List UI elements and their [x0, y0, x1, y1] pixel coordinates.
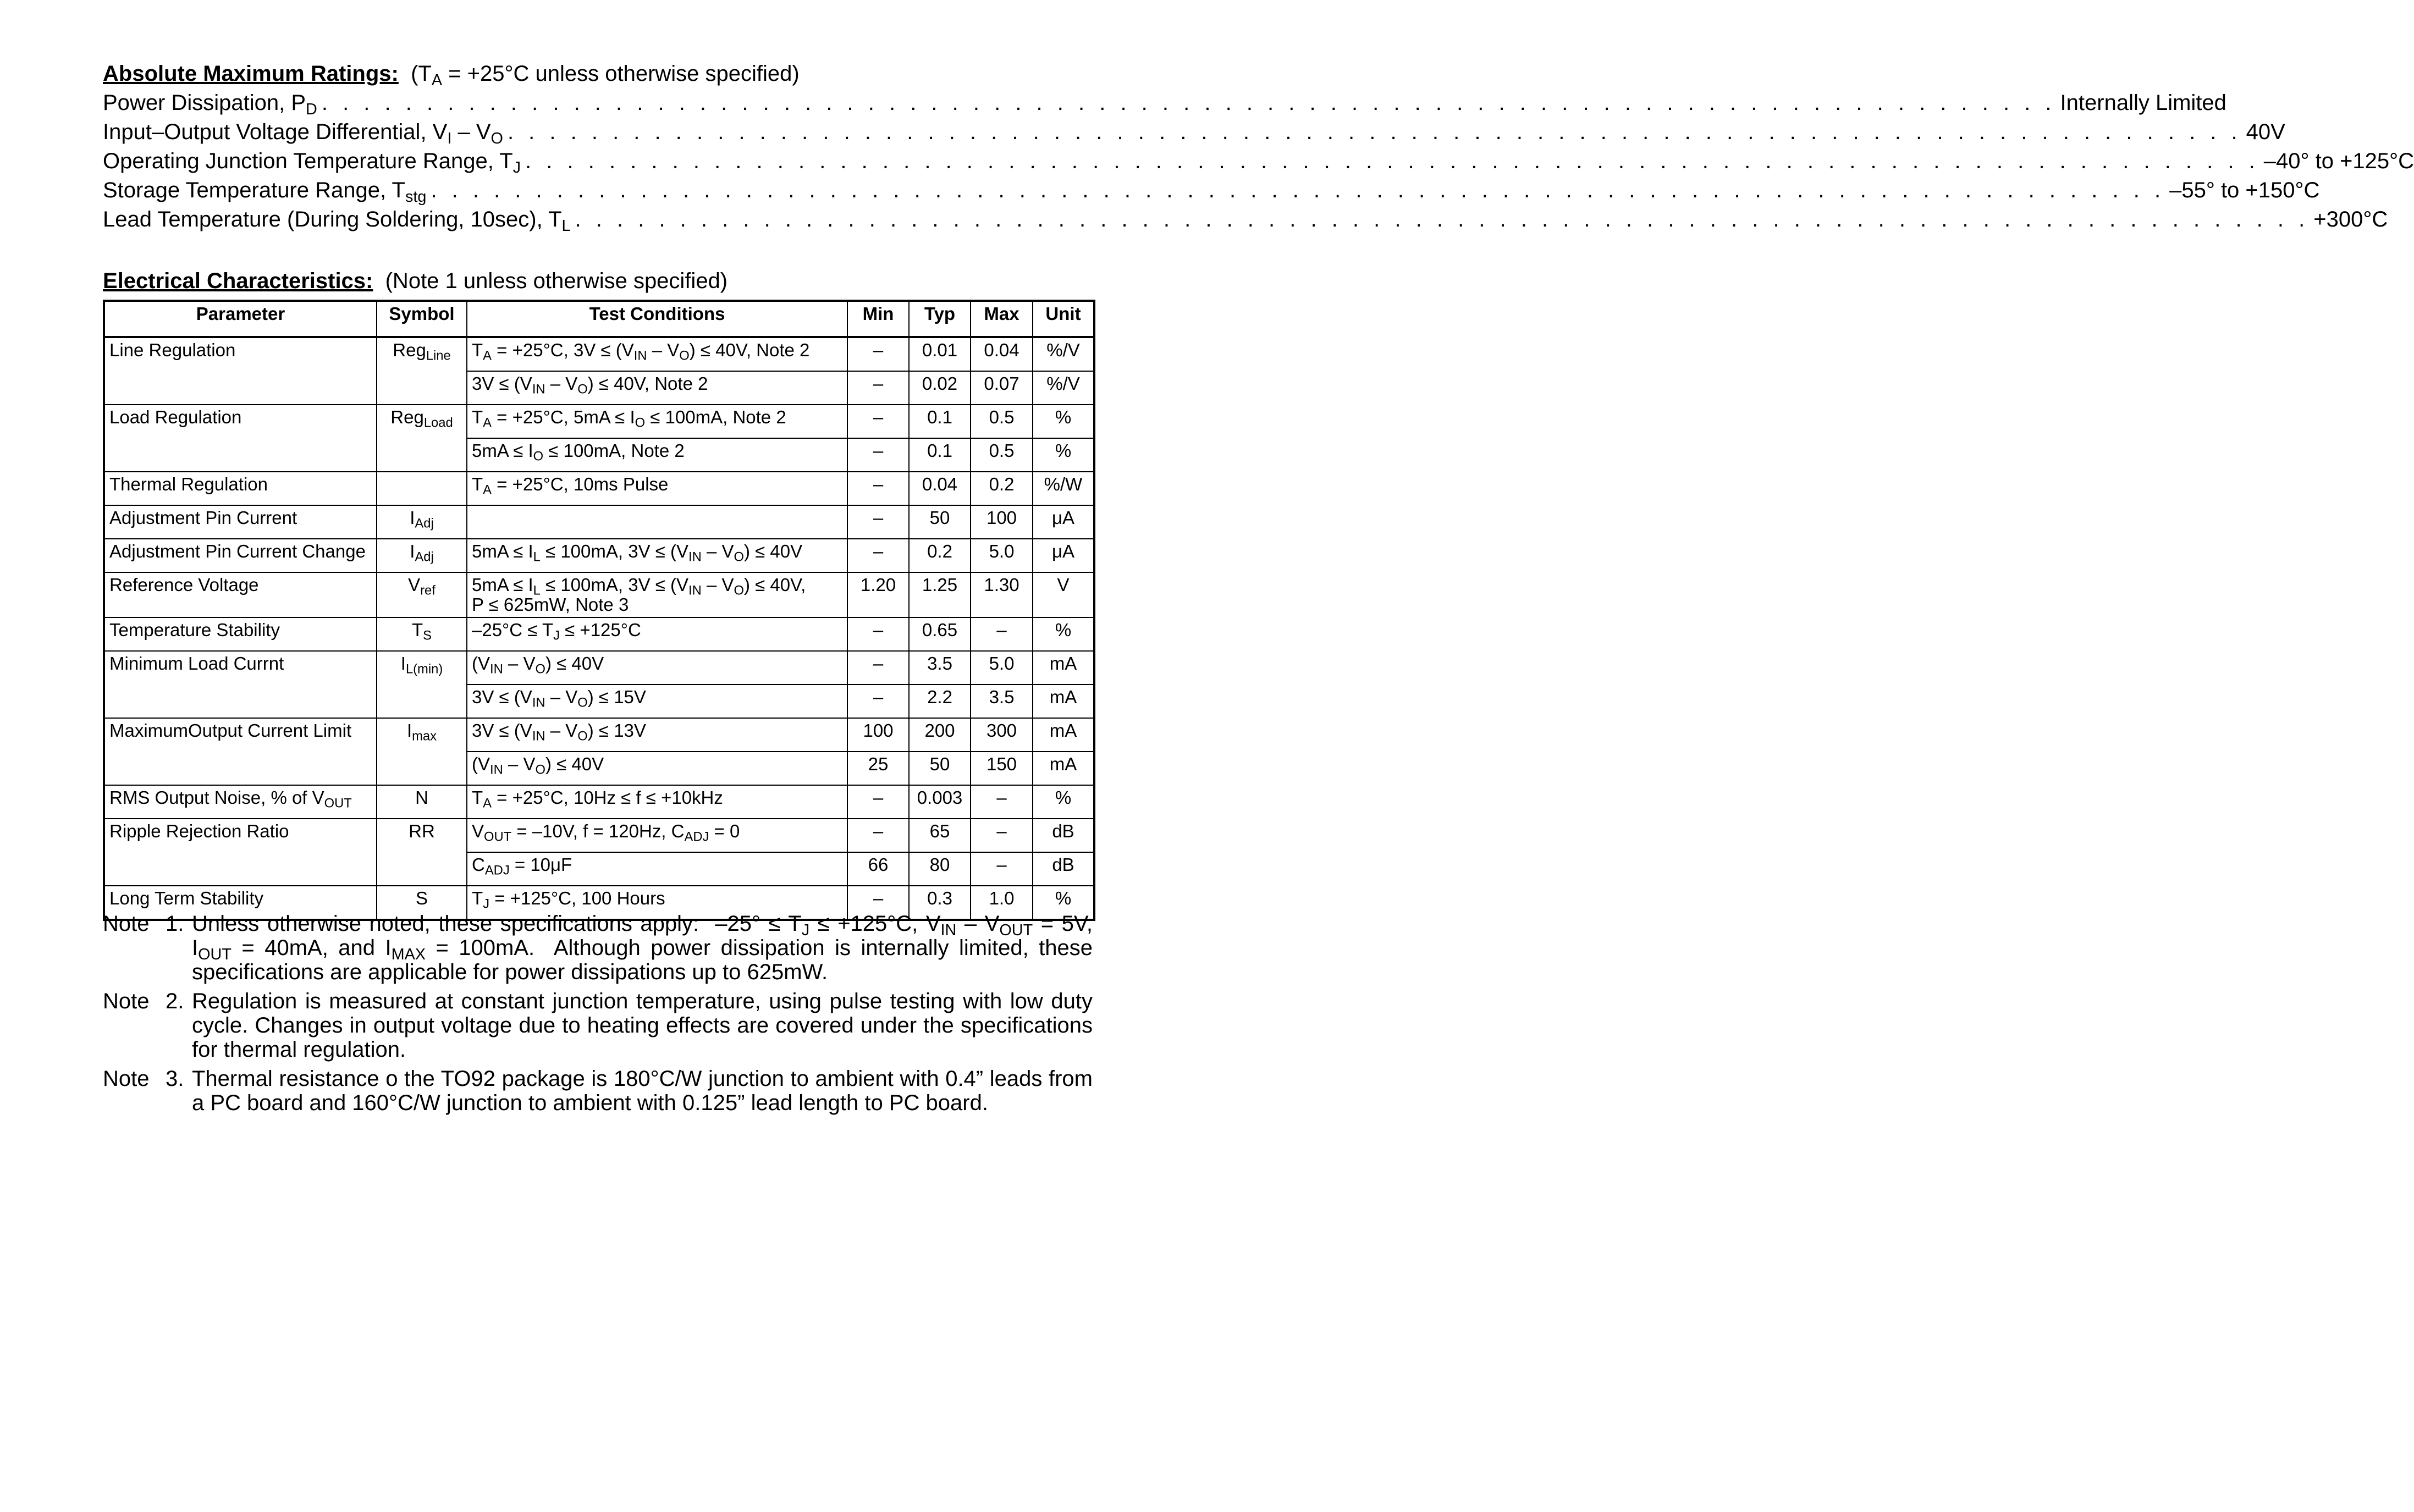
unit-cell: mA	[1033, 651, 1094, 685]
min-cell: –	[847, 819, 909, 852]
max-cell: –	[971, 617, 1033, 651]
rating-value: –40° to +125°C	[2263, 149, 2414, 173]
typ-cell: 50	[909, 505, 971, 539]
note-text: Regulation is measured at constant junction temperature, using pulse testing with low duty cycle. Changes in output voltage due to heating effects are covered under the specifications for thermal regulation.	[192, 989, 1093, 1062]
max-cell: 0.2	[971, 472, 1033, 505]
leader-dots: . . . . . . . . . . . . . . . . . . . . . . . . . . . . . . . . . . . . . . . . . . . . . . . . . . . . . . . . . . . . . . . . . . . . . . . . . . . . . . . . . . .	[575, 207, 2310, 231]
unit-cell: %	[1033, 617, 1094, 651]
condition-cell: $C_{ADJ} = 10\mu F$	[467, 852, 847, 886]
leader-dots: . . . . . . . . . . . . . . . . . . . . . . . . . . . . . . . . . . . . . . . . . . . . . . . . . . . . . . . . . . . . . . . . . . . . . . . . . . . . . . . . . . .	[507, 120, 2242, 144]
symbol-cell	[377, 472, 467, 505]
min-cell: –	[847, 438, 909, 472]
min-cell: –	[847, 505, 909, 539]
symbol-cell: S	[377, 886, 467, 920]
table-row	[104, 405, 1094, 438]
table-row	[104, 505, 1094, 539]
note-item	[103, 912, 1093, 984]
param-cell: Long Term Stability	[104, 886, 377, 920]
max-cell: –	[971, 852, 1033, 886]
max-cell: 3.5	[971, 685, 1033, 718]
leader-dots: . . . . . . . . . . . . . . . . . . . . . . . . . . . . . . . . . . . . . . . . . . . . . . . . . . . . . . . . . . . . . . . . . . . . . . . . . . . . . . . . . . .	[431, 178, 2165, 202]
note-tag: Note	[103, 912, 150, 936]
unit-cell: dB	[1033, 819, 1094, 852]
max-cell: 0.04	[971, 337, 1033, 371]
condition-cell: $5mA \le I_O \le 100mA$, Note 2	[467, 438, 847, 472]
min-cell: 100	[847, 718, 909, 752]
rating-row: Lead Temperature (During Soldering, 10sec), $T_L$ . . . . . . . . . . . . . . . . . . . . . . . . . . . . . . . . . . . . . . . . . . . . . . . . . . . . . . . . . . . . . . . . . . . . . . . . . . . . . . . . . . . +300°C	[103, 205, 1093, 234]
typ-cell: 0.1	[909, 438, 971, 472]
unit-cell: mA	[1033, 685, 1094, 718]
param-cell: Line Regulation	[104, 337, 377, 405]
typ-cell: 0.1	[909, 405, 971, 438]
elec-heading: Electrical Characteristics:	[103, 269, 373, 293]
param-cell: RMS Output Noise, % of $V_{OUT}$	[104, 785, 377, 819]
rating-row: Storage Temperature Range, $T_{stg}$ . . . . . . . . . . . . . . . . . . . . . . . . . . . . . . . . . . . . . . . . . . . . . . . . . . . . . . . . . . . . . . . . . . . . . . . . . . . . . . . . . . . –55° to +150°C	[103, 176, 1093, 205]
min-cell: 1.20	[847, 572, 909, 617]
symbol-cell: $I_{L(min)}$	[377, 651, 467, 718]
column-header: Symbol	[377, 301, 467, 337]
unit-cell: %	[1033, 438, 1094, 472]
symbol-cell: $I_{Adj}$	[377, 505, 467, 539]
typ-cell: 2.2	[909, 685, 971, 718]
note-tag: Note	[103, 989, 150, 1013]
electrical-characteristics-heading	[103, 267, 1093, 296]
param-cell: MaximumOutput Current Limit	[104, 718, 377, 785]
column-header: Typ	[909, 301, 971, 337]
leader-dots: . . . . . . . . . . . . . . . . . . . . . . . . . . . . . . . . . . . . . . . . . . . . . . . . . . . . . . . . . . . . . . . . . . . . . . . . . . . . . . . . . . .	[321, 91, 2056, 115]
typ-cell: 0.01	[909, 337, 971, 371]
typ-cell: 0.2	[909, 539, 971, 572]
param-cell: Ripple Rejection Ratio	[104, 819, 377, 886]
condition-cell: $T_A = +25^\circ C$, 10Hz ≤ f ≤ +10kHz	[467, 785, 847, 819]
unit-cell: dB	[1033, 852, 1094, 886]
max-cell: 0.5	[971, 438, 1033, 472]
param-cell: Thermal Regulation	[104, 472, 377, 505]
min-cell: –	[847, 785, 909, 819]
table-row	[104, 718, 1094, 752]
note-number: 3.	[166, 1067, 184, 1091]
min-cell: –	[847, 685, 909, 718]
abs-heading: Absolute Maximum Ratings:	[103, 62, 399, 86]
typ-cell: 0.65	[909, 617, 971, 651]
table-row	[104, 617, 1094, 651]
condition-cell: $5mA \le I_L \le 100mA$, $3V \le (V_{IN} - V_O) \le 40V$	[467, 539, 847, 572]
column-header: Parameter	[104, 301, 377, 337]
rating-row: Input–Output Voltage Differential, $V_I - V_O$ . . . . . . . . . . . . . . . . . . . . . . . . . . . . . . . . . . . . . . . . . . . . . . . . . . . . . . . . . . . . . . . . . . . . . . . . . . . . . . . . . . . 40V	[103, 118, 1093, 147]
column-header: Max	[971, 301, 1033, 337]
elec-subheading: (Note 1 unless otherwise specified)	[385, 269, 728, 293]
symbol-cell: $I_{Adj}$	[377, 539, 467, 572]
unit-cell: %/V	[1033, 337, 1094, 371]
unit-cell: μA	[1033, 505, 1094, 539]
rating-row: Operating Junction Temperature Range, $T_J$ . . . . . . . . . . . . . . . . . . . . . . . . . . . . . . . . . . . . . . . . . . . . . . . . . . . . . . . . . . . . . . . . . . . . . . . . . . . . . . . . . . . –40° to +125°C	[103, 147, 1093, 176]
unit-cell: V	[1033, 572, 1094, 617]
condition-cell: $T_A = +25^\circ C$, $3V \le (V_{IN} - V_O) \le 40V$, Note 2	[467, 337, 847, 371]
abs-condition: ($T_A = +25^\circ C$ unless otherwise specified)	[411, 62, 800, 90]
condition-cell: $3V \le (V_{IN} - V_O) \le 15V$	[467, 685, 847, 718]
table-row	[104, 572, 1094, 617]
max-cell: 1.0	[971, 886, 1033, 920]
min-cell: –	[847, 886, 909, 920]
symbol-cell: Reg$_{Load}$	[377, 405, 467, 472]
table-row	[104, 819, 1094, 852]
note-item	[103, 989, 1093, 1062]
rating-value: –55° to +150°C	[2169, 178, 2320, 202]
column-header: Test Conditions	[467, 301, 847, 337]
note-number: 1.	[166, 912, 184, 936]
table-row	[104, 337, 1094, 371]
condition-cell: $5mA \le I_L \le 100mA$, $3V \le (V_{IN} - V_O) \le 40V$, P ≤ 625mW, Note 3	[467, 572, 847, 617]
rating-value: +300°C	[2313, 207, 2388, 231]
condition-cell: $V_{OUT} = -10V$, f = 120Hz, $C_{ADJ} = 0$	[467, 819, 847, 852]
condition-cell	[467, 505, 847, 539]
max-cell: –	[971, 785, 1033, 819]
condition-cell: $T_J = +125^\circ C$, 100 Hours	[467, 886, 847, 920]
table-header-row	[104, 301, 1094, 337]
param-cell: Adjustment Pin Current Change	[104, 539, 377, 572]
symbol-cell: RR	[377, 819, 467, 886]
min-cell: 66	[847, 852, 909, 886]
min-cell: –	[847, 472, 909, 505]
condition-cell: $-25^\circ C \le T_J \le +125^\circ C$	[467, 617, 847, 651]
symbol-cell: Reg$_{Line}$	[377, 337, 467, 405]
param-cell: Reference Voltage	[104, 572, 377, 617]
table-row	[104, 539, 1094, 572]
typ-cell: 65	[909, 819, 971, 852]
note-number: 2.	[166, 989, 184, 1013]
min-cell: –	[847, 405, 909, 438]
table-row	[104, 651, 1094, 685]
unit-cell: μA	[1033, 539, 1094, 572]
leader-dots: . . . . . . . . . . . . . . . . . . . . . . . . . . . . . . . . . . . . . . . . . . . . . . . . . . . . . . . . . . . . . . . . . . . . . . . . . . . . . . . . . . .	[525, 149, 2259, 173]
max-cell: 1.30	[971, 572, 1033, 617]
max-cell: 0.5	[971, 405, 1033, 438]
table-row	[104, 785, 1094, 819]
unit-cell: %	[1033, 785, 1094, 819]
typ-cell: 0.04	[909, 472, 971, 505]
typ-cell: 0.3	[909, 886, 971, 920]
max-cell: –	[971, 819, 1033, 852]
condition-cell: $T_A = +25^\circ C$, $5mA \le I_O \le 100mA$, Note 2	[467, 405, 847, 438]
condition-cell: $(V_{IN} - V_O) \le 40V$	[467, 651, 847, 685]
unit-cell: %/W	[1033, 472, 1094, 505]
min-cell: 25	[847, 752, 909, 785]
note-text: Unless otherwise noted, these specifications apply: $-25^\circ \le T_J \le +125^\circ C$, $V_{IN} - V_{OUT} = 5V$, $I_{OUT} = 40mA$, and $I_{MAX} = 100mA$. Although power dissipation is internally limited, these specifications are applicable for power dissipations up to 625mW.	[192, 912, 1093, 984]
column-header: Min	[847, 301, 909, 337]
param-cell: Load Regulation	[104, 405, 377, 472]
symbol-cell: $I_{max}$	[377, 718, 467, 785]
typ-cell: 0.003	[909, 785, 971, 819]
column-header: Unit	[1033, 301, 1094, 337]
condition-cell: $T_A = +25^\circ C$, 10ms Pulse	[467, 472, 847, 505]
unit-cell: %/V	[1033, 371, 1094, 405]
param-cell: Minimum Load Currnt	[104, 651, 377, 718]
electrical-characteristics-table	[103, 300, 1095, 921]
max-cell: 100	[971, 505, 1033, 539]
notes-section	[103, 912, 1093, 1120]
symbol-cell: $V_{ref}$	[377, 572, 467, 617]
max-cell: 150	[971, 752, 1033, 785]
rating-value: Internally Limited	[2060, 91, 2226, 115]
typ-cell: 0.02	[909, 371, 971, 405]
unit-cell: mA	[1033, 752, 1094, 785]
unit-cell: %	[1033, 405, 1094, 438]
typ-cell: 80	[909, 852, 971, 886]
symbol-cell: N	[377, 785, 467, 819]
condition-cell: $3V \le (V_{IN} - V_O) \le 13V$	[467, 718, 847, 752]
typ-cell: 50	[909, 752, 971, 785]
max-cell: 300	[971, 718, 1033, 752]
param-cell: Temperature Stability	[104, 617, 377, 651]
min-cell: –	[847, 617, 909, 651]
note-text: Thermal resistance o the TO92 package is 180°C/W junction to ambient with 0.4” leads from a PC board and 160°C/W junction to ambient with 0.125” lead length to PC board.	[192, 1067, 1093, 1115]
param-cell: Adjustment Pin Current	[104, 505, 377, 539]
condition-cell: $(V_{IN} - V_O) \le 40V$	[467, 752, 847, 785]
rating-value: 40V	[2246, 120, 2285, 144]
condition-cell: $3V \le (V_{IN} - V_O) \le 40V$, Note 2	[467, 371, 847, 405]
min-cell: –	[847, 337, 909, 371]
rating-row: Power Dissipation, $P_D$ . . . . . . . . . . . . . . . . . . . . . . . . . . . . . . . . . . . . . . . . . . . . . . . . . . . . . . . . . . . . . . . . . . . . . . . . . . . . . . . . . . . Internally Limited	[103, 89, 1093, 118]
typ-cell: 200	[909, 718, 971, 752]
abs-heading-line	[103, 59, 1093, 89]
min-cell: –	[847, 539, 909, 572]
absolute-max-ratings	[103, 59, 2414, 235]
max-cell: 5.0	[971, 539, 1033, 572]
symbol-cell: $T_S$	[377, 617, 467, 651]
typ-cell: 3.5	[909, 651, 971, 685]
max-cell: 5.0	[971, 651, 1033, 685]
note-tag: Note	[103, 1067, 150, 1091]
typ-cell: 1.25	[909, 572, 971, 617]
min-cell: –	[847, 651, 909, 685]
max-cell: 0.07	[971, 371, 1033, 405]
note-item	[103, 1067, 1093, 1115]
table-row	[104, 472, 1094, 505]
unit-cell: %	[1033, 886, 1094, 920]
min-cell: –	[847, 371, 909, 405]
unit-cell: mA	[1033, 718, 1094, 752]
